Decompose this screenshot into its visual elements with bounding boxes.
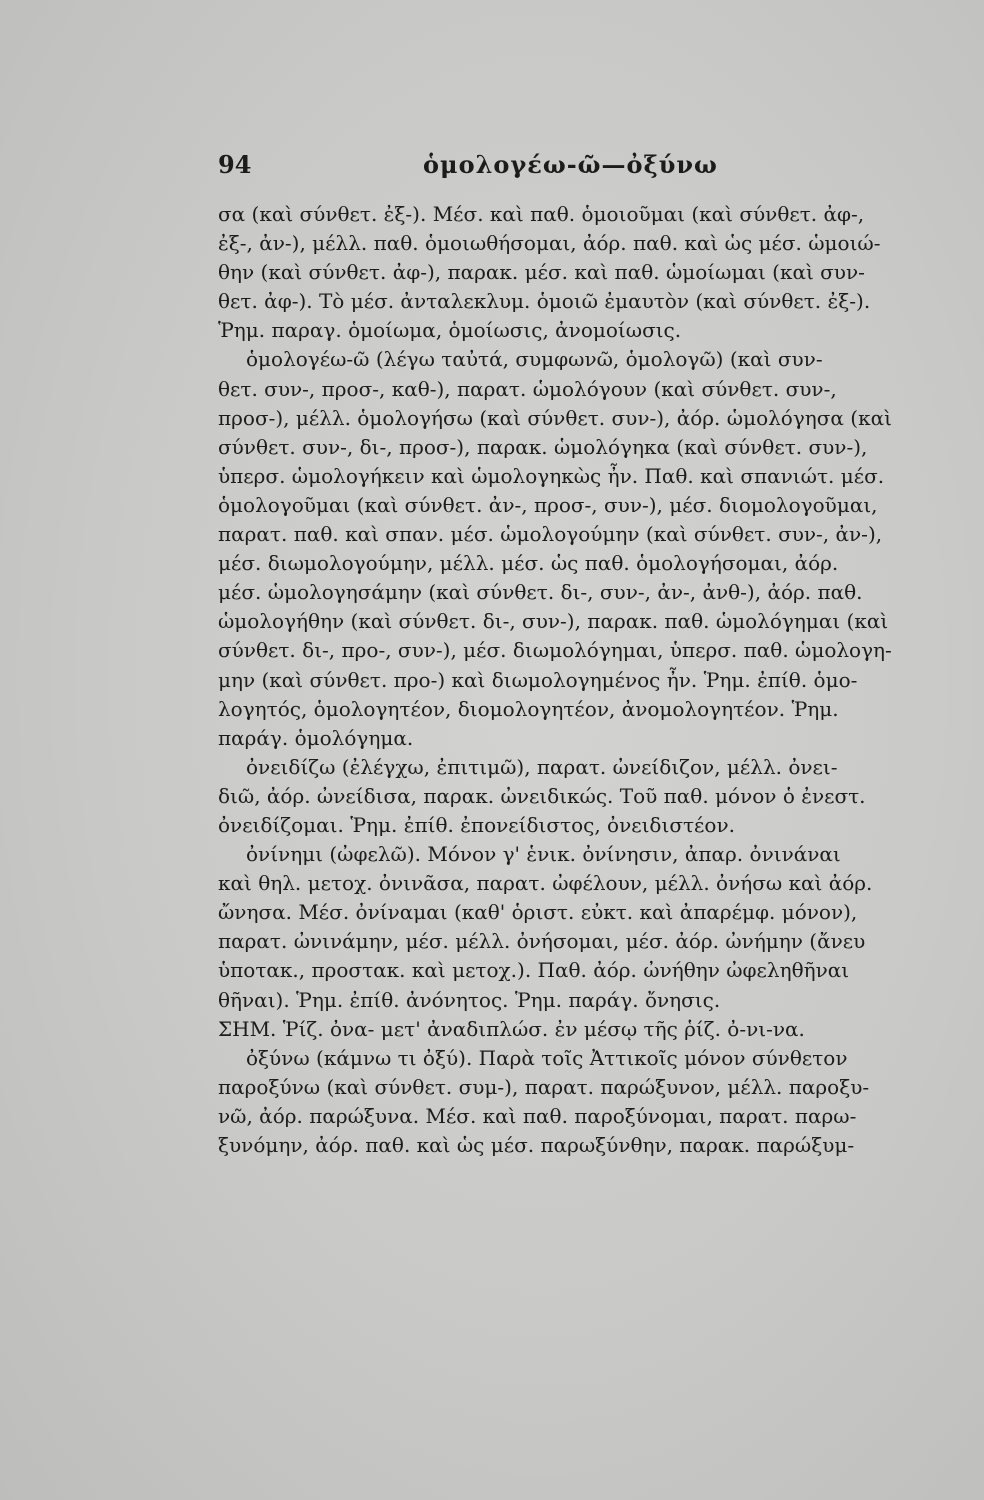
- text-line: μην (καὶ σύνθετ. προ-) καὶ διωμολογημένος ἦν. Ῥημ. ἐπίθ. ὁμο-: [218, 667, 858, 692]
- text-line: προσ-), μέλλ. ὁμολογήσω (καὶ σύνθετ. συν-), ἀόρ. ὡμολόγησα (καὶ: [218, 405, 892, 430]
- text-line: μέσ. ὡμολογησάμην (καὶ σύνθετ. δι-, συν-, ἀν-, ἀνθ-), ἀόρ. παθ.: [218, 580, 863, 605]
- note-line: ΣΗΜ. Ῥίζ. ὀνα- μετ' ἀναδιπλώσ. ἐν μέσῳ τῆς ῥίζ. ὀ-νι-να.: [218, 1016, 805, 1041]
- text-line: σύνθετ. συν-, δι-, προσ-), παρακ. ὡμολόγηκα (καὶ σύνθετ. συν-),: [218, 434, 868, 459]
- text-line: καὶ θηλ. μετοχ. ὀνινᾶσα, παρατ. ὠφέλουν, μέλλ. ὀνήσω καὶ ἀόρ.: [218, 871, 873, 896]
- page-number: 94: [218, 150, 252, 179]
- text-line: θετ. συν-, προσ-, καθ-), παρατ. ὡμολόγουν (καὶ σύνθετ. συν-,: [218, 376, 837, 401]
- text-line: θην (καὶ σύνθετ. ἀφ-), παρακ. μέσ. καὶ παθ. ὡμοίωμαι (καὶ συν-: [218, 260, 865, 285]
- text-line: ὑποτακ., προστακ. καὶ μετοχ.). Παθ. ἀόρ. ὠνήθην ὠφεληθῆναι: [218, 958, 850, 983]
- entry-line-oninemi: ὀνίνημι (ὠφελῶ). Μόνον γ' ἑνικ. ὀνίνησιν, ἀπαρ. ὀνινάναι: [246, 842, 841, 867]
- text-line: ὡμολογήθην (καὶ σύνθετ. δι-, συν-), παρακ. παθ. ὡμολόγημαι (καὶ: [218, 609, 889, 634]
- entry-line-oxyno: ὀξύνω (κάμνω τι ὀξύ). Παρὰ τοῖς Ἀττικοῖς μόνον σύνθετον: [246, 1045, 848, 1070]
- text-line: θετ. ἀφ-). Τὸ μέσ. ἀνταλεκλυμ. ὁμοιῶ ἐμαυτὸν (καὶ σύνθετ. ἐξ-).: [218, 289, 871, 314]
- text-line: ὤνησα. Μέσ. ὀνίναμαι (καθ' ὁριστ. εὐκτ. καὶ ἀπαρέμφ. μόνον),: [218, 900, 858, 925]
- text-line: ἐξ-, ἀν-), μέλλ. παθ. ὁμοιωθήσομαι, ἀόρ. παθ. καὶ ὡς μέσ. ὡμοιώ-: [218, 231, 881, 256]
- text-line: παρατ. ὠνινάμην, μέσ. μέλλ. ὀνήσομαι, μέσ. ἀόρ. ὠνήμην (ἄνευ: [218, 929, 866, 954]
- text-line: ὁμολογοῦμαι (καὶ σύνθετ. ἀν-, προσ-, συν-), μέσ. διομολογοῦμαι,: [218, 492, 878, 517]
- text-line: Ῥημ. παραγ. ὁμοίωμα, ὁμοίωσις, ἀνομοίωσις.: [218, 318, 682, 343]
- text-line: σα (καὶ σύνθετ. ἐξ-). Μέσ. καὶ παθ. ὁμοιοῦμαι (καὶ σύνθετ. ἀφ-,: [218, 202, 865, 226]
- entry-line-oneidizo: ὀνειδίζω (ἐλέγχω, ἐπιτιμῶ), παρατ. ὠνείδιζον, μέλλ. ὀνει-: [246, 754, 838, 779]
- page-header: [218, 150, 908, 190]
- text-line: παρατ. παθ. καὶ σπαν. μέσ. ὡμολογούμην (καὶ σύνθετ. συν-, ἀν-),: [218, 522, 883, 547]
- text-line: σύνθετ. δι-, προ-, συν-), μέσ. διωμολόγημαι, ὑπερσ. παθ. ὡμολογη-: [218, 638, 892, 663]
- text-line: διῶ, ἀόρ. ὠνείδισα, παρακ. ὠνειδικώς. Τοῦ παθ. μόνον ὁ ἐνεστ.: [218, 783, 866, 808]
- text-line: μέσ. διωμολογούμην, μέλλ. μέσ. ὡς παθ. ὁμολογήσομαι, ἀόρ.: [218, 551, 839, 576]
- text-line: νῶ, ἀόρ. παρώξυνα. Μέσ. καὶ παθ. παροξύνομαι, παρατ. παρω-: [218, 1103, 857, 1128]
- text-line: παροξύνω (καὶ σύνθετ. συμ-), παρατ. παρώξυνον, μέλλ. παροξυ-: [218, 1074, 870, 1099]
- running-head: ὁμολογέω-ῶ—ὀξύνω: [423, 150, 718, 179]
- entry-line-omologeo: ὁμολογέω-ῶ (λέγω ταὐτά, συμφωνῶ, ὁμολογῶ) (καὶ συν-: [246, 347, 823, 372]
- text-line: ὑπερσ. ὡμολογήκειν καὶ ὡμολογηκὼς ἦν. Παθ. καὶ σπανιώτ. μέσ.: [218, 463, 885, 488]
- text-line: παράγ. ὁμολόγημα.: [218, 725, 414, 750]
- dictionary-text: [218, 200, 908, 1160]
- text-line: ξυνόμην, ἀόρ. παθ. καὶ ὡς μέσ. παρωξύνθην, παρακ. παρώξυμ-: [218, 1133, 855, 1157]
- text-line: ὀνειδίζομαι. Ῥημ. ἐπίθ. ἐπονείδιστος, ὀνειδιστέον.: [218, 812, 735, 837]
- text-line: θῆναι). Ῥημ. ἐπίθ. ἀνόνητος. Ῥημ. παράγ. ὄνησις.: [218, 987, 721, 1012]
- text-line: λογητός, ὁμολογητέον, διομολογητέον, ἀνομολογητέον. Ῥημ.: [218, 696, 839, 721]
